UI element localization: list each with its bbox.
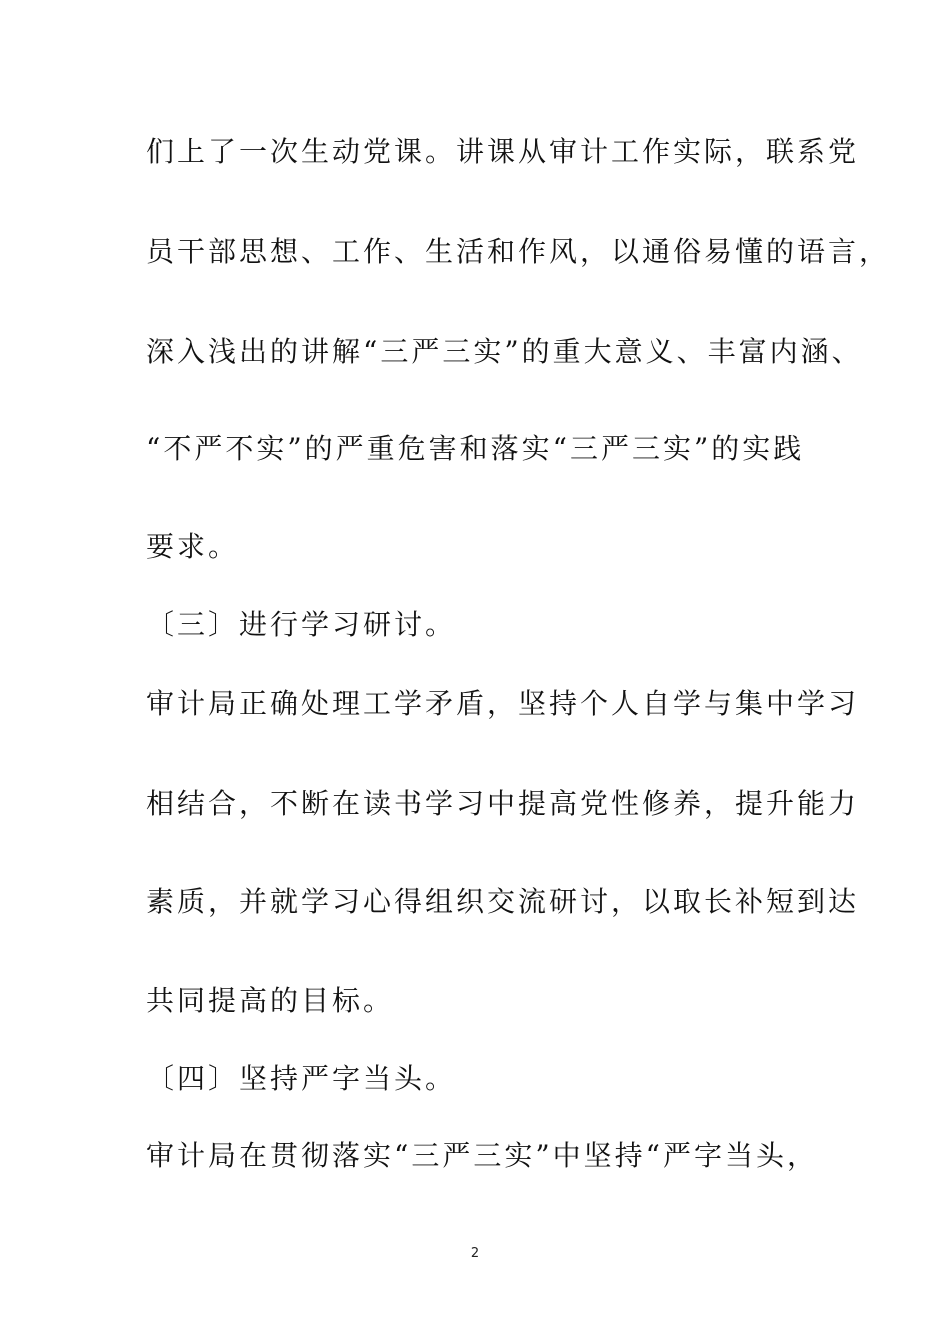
body-text-line: “不严不实”的严重危害和落实“三严三实”的实践: [146, 432, 805, 465]
body-text-line: 深入浅出的讲解“三严三实”的重大意义、丰富内涵、: [146, 335, 863, 368]
page-number: 2: [470, 1246, 480, 1261]
body-text-line: 相结合，不断在读书学习中提高党性修养，提升能力: [146, 787, 860, 820]
body-text-line: 素质，并就学习心得组织交流研讨，以取长补短到达: [146, 885, 860, 918]
section-heading: 〔三〕进行学习研讨。: [146, 608, 457, 641]
section-heading: 〔四〕坚持严字当头。: [146, 1062, 457, 1095]
body-text-line: 们上了一次生动党课。讲课从审计工作实际，联系党: [146, 135, 860, 168]
body-text-line: 员干部思想、工作、生活和作风，以通俗易懂的语言，: [146, 235, 891, 268]
body-text-line: 审计局在贯彻落实“三严三实”中坚持“严字当头，: [146, 1139, 818, 1172]
body-text-line: 要求。: [146, 530, 240, 563]
body-text-line: 共同提高的目标。: [146, 984, 395, 1017]
body-text-line: 审计局正确处理工学矛盾，坚持个人自学与集中学习: [146, 687, 860, 720]
